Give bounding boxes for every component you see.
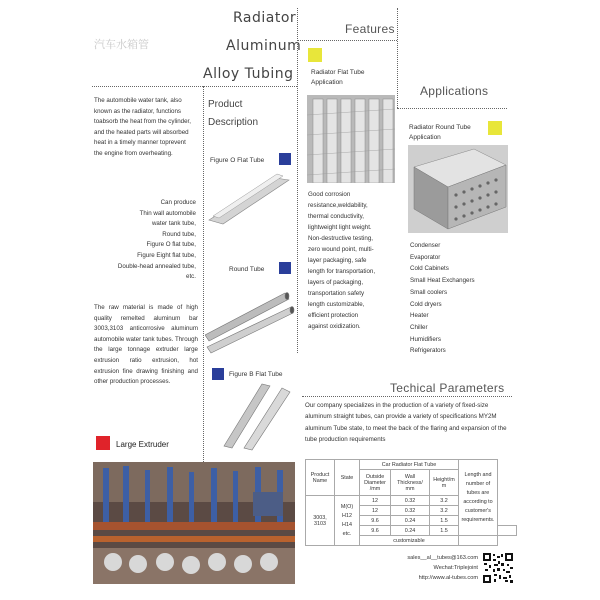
applications-list — [410, 240, 510, 357]
contact-block — [390, 553, 478, 583]
spec-table — [305, 459, 517, 546]
capability-item: Double-head annealed tube, — [117, 262, 196, 270]
capability-item: Thin wall automobile — [139, 209, 196, 217]
table-cell-empty — [498, 526, 517, 536]
table-cell: 0.32 — [391, 496, 430, 506]
table-cell: 9.6 — [360, 516, 391, 526]
application-item: Condenser — [410, 242, 441, 249]
table-cell: 0.24 — [391, 516, 430, 526]
round-tube-image — [205, 285, 295, 355]
col-state: State — [335, 460, 360, 496]
applications-heading: Applications — [420, 84, 489, 98]
contact-website: http://www.al-tubes.com — [418, 575, 478, 581]
col-product-name: Product Name — [306, 460, 335, 496]
round-tube-application-photo — [408, 145, 508, 233]
qr-code-icon — [483, 553, 513, 583]
table-cell: 0.24 — [391, 526, 430, 536]
state-value: etc. — [342, 530, 352, 537]
col-height: Height/m m — [430, 470, 459, 496]
heading-line: Description — [208, 117, 259, 128]
raw-material-paragraph: The raw material is made of high quality remelted aluminum bar 3003,3103 anticorrosive aluminum automobile water tank tubes. Through the large tonnage extruder large extrusion ratio extrusion, hot extrusion fine drawing finishing and other production processes. — [94, 304, 198, 386]
capability-item: Round tube, — [162, 230, 196, 238]
application-item: Evaporator — [410, 253, 441, 261]
flat-tube-application-label — [311, 68, 364, 88]
label-line: Radiator Flat Tube — [311, 69, 365, 76]
intro-paragraph: The automobile water tank, also known as the radiator, functions toabsorb the heat from the cylinder, and the heated parts will absorbed heat in a timely manner toprevent the engine from overheating. — [94, 97, 191, 157]
heading-line: Product — [208, 99, 243, 110]
flat-tube-application-photo — [307, 95, 395, 183]
title-line-2: Aluminum — [226, 38, 302, 54]
title-line-3: Alloy Tubing — [203, 66, 294, 82]
feature-item: transportation safety — [308, 290, 365, 297]
feature-item: resistance,weldability, — [308, 202, 368, 209]
feature-item: efficient protection — [308, 312, 359, 319]
yellow-square-icon — [308, 48, 322, 62]
application-item: Cold dryers — [410, 300, 442, 308]
capability-item: etc. — [186, 273, 196, 281]
table-cell: 0.32 — [391, 506, 430, 516]
table-cell: 3.2 — [430, 496, 459, 506]
round-tube-application-label — [409, 123, 471, 143]
chinese-title: 汽车水箱管 — [94, 39, 149, 51]
features-list — [308, 189, 400, 332]
divider — [297, 8, 298, 353]
product-description-heading — [208, 96, 258, 132]
divider — [397, 108, 507, 109]
blue-square-icon — [279, 262, 291, 274]
technical-heading: Techical Parameters — [390, 381, 505, 395]
round-tube-label: Round Tube — [229, 266, 265, 273]
feature-item: length for transportation, — [308, 268, 376, 275]
application-item: Small coolers — [410, 288, 448, 296]
feature-item: against oxidization. — [308, 323, 361, 330]
state-cell — [335, 496, 360, 546]
group-header: Car Radiator Flat Tube — [360, 460, 459, 470]
application-item: Humidifiers — [410, 335, 441, 343]
feature-item: thermal conductivity, — [308, 213, 364, 220]
feature-item: lightweight light weight. — [308, 224, 372, 231]
divider — [92, 86, 297, 87]
application-item: Small Heat Exchangers — [410, 277, 475, 285]
label-line: Radiator Round Tube — [409, 124, 471, 131]
blue-square-icon — [279, 153, 291, 165]
feature-item: zero wound point, multi- — [308, 246, 374, 253]
features-heading: Features — [345, 22, 395, 36]
label-line: Application — [409, 134, 441, 141]
contact-wechat: Wechat:Triplejoint — [433, 565, 478, 571]
figure-b-label: Figure B Flat Tube — [229, 371, 283, 378]
col-wall-thickness: Wall Thickness/ mm — [391, 470, 430, 496]
divider — [297, 40, 397, 41]
product-name-cell: 3003, 3103 — [306, 496, 335, 546]
table-cell-empty — [459, 536, 498, 546]
application-item: Cold Cabinets — [410, 265, 449, 273]
blue-square-icon — [212, 368, 224, 380]
feature-item: Non-destructive testing, — [308, 235, 373, 242]
table-cell: 12 — [360, 496, 391, 506]
table-cell: 1.5 — [430, 526, 459, 536]
divider — [203, 86, 204, 466]
technical-paragraph: Our company specializes in the production of a variety of fixed-size aluminum straight tubes, can provide a variety of specifications MY2M aluminum Tube state, to meet the back of the flaring and expansion of the tube production requirements — [305, 402, 507, 444]
figure-o-label: Figure O Flat Tube — [210, 157, 265, 164]
col-outside-diameter: Outside Diameter /mm — [360, 470, 391, 496]
label-line: Application — [311, 79, 343, 86]
state-value: H14 — [342, 521, 352, 528]
application-item: Heater — [410, 312, 429, 320]
table-cell: 9.6 — [360, 526, 391, 536]
capability-item: Can produce — [160, 199, 196, 206]
feature-item: Good corrosion — [308, 191, 351, 198]
customizable-cell: customizable — [360, 536, 459, 546]
divider — [397, 8, 398, 108]
title-line-1: Radiator — [233, 10, 297, 26]
figure-b-tube-image — [218, 382, 298, 452]
table-cell: 12 — [360, 506, 391, 516]
red-square-icon — [96, 436, 110, 450]
extruder-photo — [93, 462, 295, 584]
table-cell: 3.2 — [430, 506, 459, 516]
extruder-label: Large Extruder — [116, 440, 169, 449]
col-length: Length and number of tubes are according to customer's requirements. — [459, 460, 498, 536]
figure-o-tube-image — [205, 170, 295, 230]
application-item: Chiller — [410, 323, 428, 331]
state-value: H12 — [342, 512, 352, 519]
divider — [302, 396, 512, 397]
feature-item: length customizable, — [308, 301, 365, 308]
capability-item: water tank tube, — [151, 220, 196, 228]
yellow-square-icon — [488, 121, 502, 135]
feature-item: layer packaging, safe — [308, 257, 367, 264]
feature-item: layers of packaging, — [308, 279, 364, 286]
capability-item: Figure Eight flat tube, — [137, 251, 196, 259]
capabilities-list — [94, 198, 196, 283]
application-item: Refrigerators — [410, 347, 446, 355]
state-value: M(O) — [340, 503, 354, 510]
table-cell: 1.5 — [430, 516, 459, 526]
contact-email: sales__al__tubes@163.com — [407, 555, 478, 561]
capability-item: Figure O flat tube, — [146, 241, 196, 249]
